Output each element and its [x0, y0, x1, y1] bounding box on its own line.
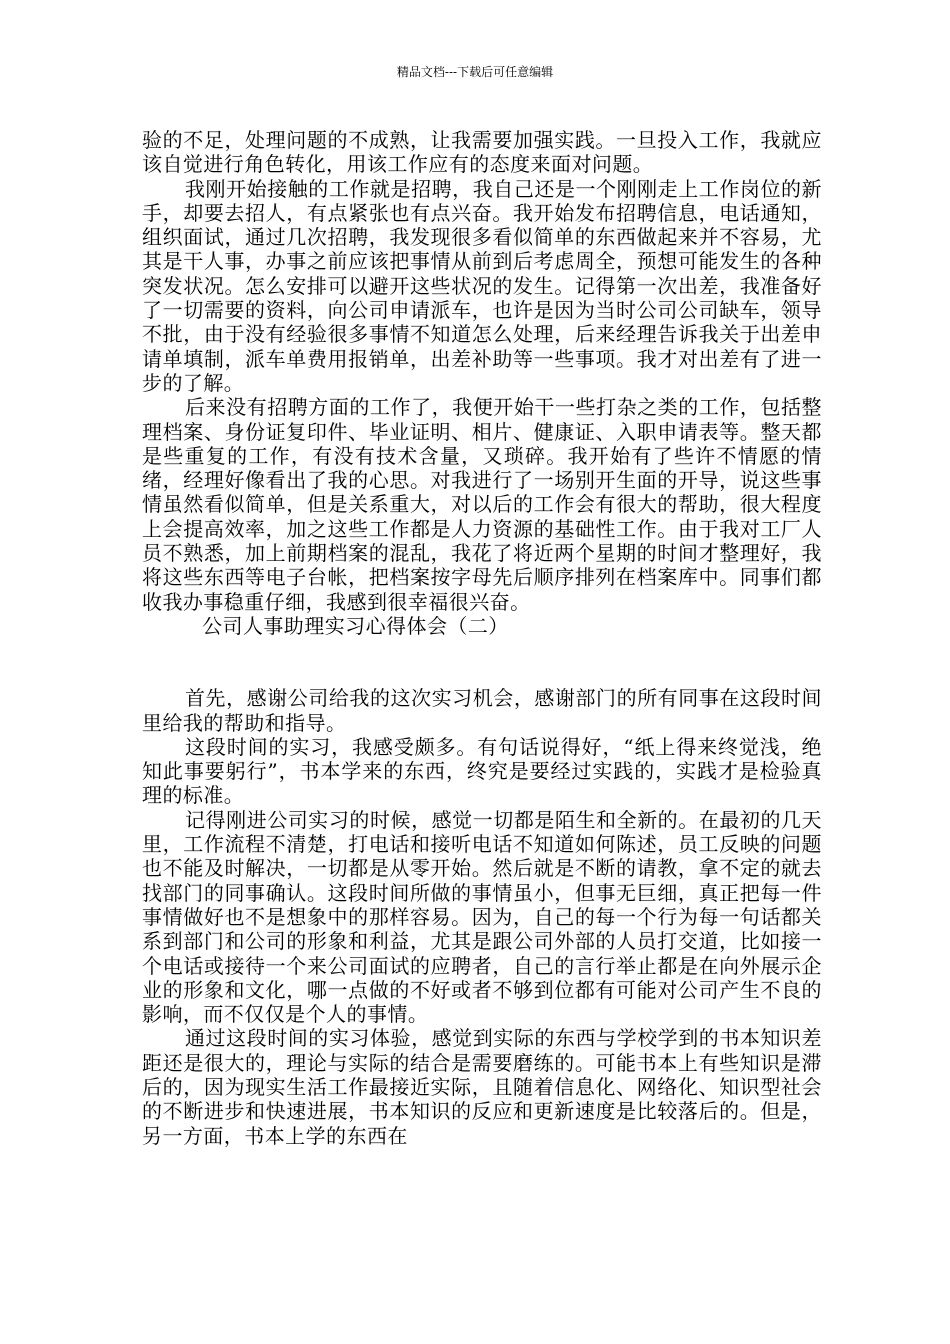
page-header: 精品文档---下载后可任意编辑	[396, 65, 554, 79]
paragraph-1: 验的不足，处理问题的不成熟，让我需要加强实践。一旦投入工作，我就应该自觉进行角色转化，用该工作应有的态度来面对问题。	[142, 128, 822, 177]
document-body	[142, 128, 822, 1148]
paragraph-5: 这段时间的实习，我感受颇多。有句话说得好，“纸上得来终觉浅，绝知此事要躬行”，书本学来的东西，终究是要经过实践的，实践才是检验真理的标准。	[142, 734, 822, 808]
paragraph-7: 通过这段时间的实习体验，感觉到实际的东西与学校学到的书本知识差距还是很大的，理论与实际的结合是需要磨练的。可能书本上有些知识是滞后的，因为现实生活工作最接近实际，且随着信息化、网络化、知识型社会的不断进步和快速进展，书本知识的反应和更新速度是比较落后的。但是，另一方面，书本上学的东西在	[142, 1026, 822, 1148]
paragraph-2: 我刚开始接触的工作就是招聘，我自己还是一个刚刚走上工作岗位的新手，却要去招人，有点紧张也有点兴奋。我开始发布招聘信息，电话通知，组织面试，通过几次招聘，我发现很多看似简单的东西做起来并不容易，尤其是干人事，办事之前应该把事情从前到后考虑周全，预想可能发生的各种突发状况。怎么安排可以避开这些状况的发生。记得第一次出差，我准备好了一切需要的资料，向公司申请派车，也许是因为当时公司公司缺车，领导不批，由于没有经验很多事情不知道怎么处理，后来经理告诉我关于出差申请单填制，派车单费用报销单，出差补助等一些事项。我才对出差有了进一步的了解。	[142, 176, 822, 395]
section-heading: 公司人事助理实习心得体会（二）	[202, 613, 509, 638]
paragraph-4: 首先，感谢公司给我的这次实习机会，感谢部门的所有同事在这段时间里给我的帮助和指导。	[142, 686, 822, 735]
paragraph-3: 后来没有招聘方面的工作了，我便开始干一些打杂之类的工作，包括整理档案、身份证复印件、毕业证明、相片、健康证、入职申请表等。整天都是些重复的工作，有没有技术含量，又琐碎。我开始有了些许不情愿的情绪，经理好像看出了我的心思。对我进行了一场别开生面的开导，说这些事情虽然看似简单，但是关系重大，对以后的工作会有很大的帮助，很大程度上会提高效率，加之这些工作都是人力资源的基础性工作。由于我对工厂人员不熟悉，加上前期档案的混乱，我花了将近两个星期的时间才整理好，我将这些东西等电子台帐，把档案按字母先后顺序排列在档案库中。同事们都收我办事稳重仔细，我感到很幸福很兴奋。	[142, 395, 822, 614]
blank-line	[142, 638, 822, 686]
paragraph-6: 记得刚进公司实习的时候，感觉一切都是陌生和全新的。在最初的几天里，工作流程不清楚，打电话和接听电话不知道如何陈述，员工反映的问题也不能及时解决，一切都是从零开始。然后就是不断的请教，拿不定的就去找部门的同事确认。这段时间所做的事情虽小，但事无巨细，真正把每一件事情做好也不是想象中的那样容易。因为，自己的每一个行为每一句话都关系到部门和公司的形象和利益，尤其是跟公司外部的人员打交道，比如接一个电话或接待一个来公司面试的应聘者，自己的言行举止都是在向外展示企业的形象和文化，哪一点做的不好或者不够到位都有可能对公司产生不良的影响，而不仅仅是个人的事情。	[142, 807, 822, 1027]
